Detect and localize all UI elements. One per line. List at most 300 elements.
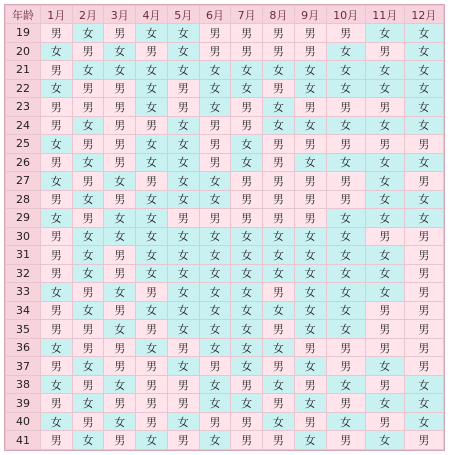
month-header: 6月 — [200, 6, 231, 23]
gender-cell: 男 — [263, 24, 294, 42]
gender-cell: 男 — [405, 172, 443, 190]
gender-cell: 女 — [366, 209, 404, 227]
age-cell: 35 — [6, 320, 40, 338]
gender-cell: 男 — [168, 80, 199, 98]
gender-cell: 女 — [200, 265, 231, 283]
gender-cell: 男 — [405, 228, 443, 246]
gender-cell: 男 — [73, 80, 104, 98]
month-header: 12月 — [405, 6, 443, 23]
gender-cell: 女 — [73, 117, 104, 135]
gender-cell: 男 — [168, 394, 199, 412]
age-cell: 19 — [6, 24, 40, 42]
gender-cell: 男 — [41, 24, 72, 42]
gender-cell: 女 — [73, 431, 104, 449]
gender-cell: 女 — [168, 246, 199, 264]
gender-cell: 男 — [295, 209, 326, 227]
gender-cell: 男 — [104, 339, 135, 357]
gender-cell: 女 — [104, 283, 135, 301]
gender-cell: 女 — [405, 80, 443, 98]
age-cell: 24 — [6, 117, 40, 135]
gender-cell: 女 — [366, 61, 404, 79]
gender-cell: 女 — [136, 154, 167, 172]
table-row — [6, 394, 443, 412]
gender-cell: 男 — [200, 135, 231, 153]
gender-cell: 男 — [231, 117, 262, 135]
gender-cell: 女 — [327, 61, 365, 79]
gender-cell: 女 — [41, 80, 72, 98]
gender-cell: 男 — [231, 43, 262, 61]
gender-cell: 女 — [136, 339, 167, 357]
gender-cell: 女 — [327, 302, 365, 320]
table-row — [6, 61, 443, 79]
gender-cell: 女 — [200, 228, 231, 246]
age-cell: 38 — [6, 376, 40, 394]
gender-cell: 男 — [327, 394, 365, 412]
gender-cell: 男 — [263, 191, 294, 209]
gender-cell: 女 — [231, 61, 262, 79]
gender-cell: 男 — [73, 209, 104, 227]
gender-cell: 女 — [263, 339, 294, 357]
gender-cell: 女 — [104, 172, 135, 190]
gender-cell: 男 — [200, 209, 231, 227]
table-row — [6, 43, 443, 61]
gender-cell: 男 — [200, 43, 231, 61]
gender-cell: 男 — [200, 357, 231, 375]
gender-cell: 女 — [73, 228, 104, 246]
gender-cell: 女 — [263, 376, 294, 394]
gender-cell: 男 — [231, 209, 262, 227]
month-header: 1月 — [41, 6, 72, 23]
gender-cell: 女 — [231, 394, 262, 412]
gender-cell: 女 — [104, 376, 135, 394]
gender-cell: 男 — [366, 98, 404, 116]
gender-cell: 女 — [168, 265, 199, 283]
table-row — [6, 154, 443, 172]
gender-cell: 男 — [136, 172, 167, 190]
gender-cell: 男 — [41, 246, 72, 264]
gender-cell: 男 — [366, 43, 404, 61]
gender-cell: 男 — [104, 154, 135, 172]
gender-cell: 女 — [366, 154, 404, 172]
gender-cell: 男 — [168, 339, 199, 357]
gender-cell: 女 — [168, 413, 199, 431]
month-header: 9月 — [295, 6, 326, 23]
table-row — [6, 209, 443, 227]
gender-cell: 男 — [168, 431, 199, 449]
age-cell: 40 — [6, 413, 40, 431]
gender-cell: 男 — [231, 172, 262, 190]
gender-cell: 女 — [168, 43, 199, 61]
gender-cell: 男 — [41, 431, 72, 449]
gender-cell: 女 — [366, 394, 404, 412]
gender-cell: 男 — [73, 98, 104, 116]
gender-cell: 女 — [200, 283, 231, 301]
gender-cell: 女 — [327, 246, 365, 264]
gender-cell: 男 — [104, 98, 135, 116]
gender-cell: 女 — [295, 117, 326, 135]
table-row — [6, 80, 443, 98]
gender-cell: 女 — [104, 209, 135, 227]
gender-cell: 女 — [136, 228, 167, 246]
gender-cell: 女 — [295, 265, 326, 283]
gender-cell: 女 — [231, 80, 262, 98]
gender-cell: 女 — [263, 228, 294, 246]
gender-cell: 女 — [73, 265, 104, 283]
gender-cell: 女 — [200, 339, 231, 357]
gender-cell: 男 — [295, 339, 326, 357]
gender-cell: 女 — [200, 246, 231, 264]
gender-cell: 女 — [327, 228, 365, 246]
table-row — [6, 246, 443, 264]
gender-cell: 男 — [263, 172, 294, 190]
gender-cell: 男 — [263, 209, 294, 227]
month-header: 2月 — [73, 6, 104, 23]
gender-cell: 女 — [295, 154, 326, 172]
gender-cell: 女 — [104, 43, 135, 61]
table-row — [6, 376, 443, 394]
month-header: 4月 — [136, 6, 167, 23]
table-row — [6, 339, 443, 357]
gender-cell: 女 — [104, 413, 135, 431]
month-header: 3月 — [104, 6, 135, 23]
month-header: 7月 — [231, 6, 262, 23]
gender-cell: 女 — [136, 135, 167, 153]
gender-cell: 男 — [104, 246, 135, 264]
gender-cell: 男 — [295, 98, 326, 116]
gender-cell: 女 — [263, 246, 294, 264]
gender-cell: 男 — [366, 228, 404, 246]
gender-cell: 女 — [327, 413, 365, 431]
gender-cell: 女 — [405, 376, 443, 394]
gender-cell: 男 — [327, 98, 365, 116]
table-row — [6, 302, 443, 320]
gender-cell: 女 — [41, 135, 72, 153]
gender-cell: 女 — [136, 302, 167, 320]
gender-cell: 男 — [41, 302, 72, 320]
gender-cell: 女 — [405, 191, 443, 209]
gender-cell: 女 — [41, 209, 72, 227]
gender-cell: 女 — [366, 172, 404, 190]
gender-cell: 女 — [327, 80, 365, 98]
gender-cell: 女 — [200, 376, 231, 394]
gender-cell: 女 — [73, 394, 104, 412]
gender-cell: 女 — [366, 283, 404, 301]
gender-cell: 女 — [366, 431, 404, 449]
gender-cell: 男 — [366, 376, 404, 394]
gender-cell: 男 — [327, 191, 365, 209]
gender-cell: 男 — [104, 302, 135, 320]
gender-cell: 女 — [263, 98, 294, 116]
gender-cell: 女 — [295, 302, 326, 320]
gender-cell: 女 — [73, 154, 104, 172]
gender-cell: 男 — [405, 283, 443, 301]
gender-cell: 男 — [200, 154, 231, 172]
gender-cell: 男 — [168, 98, 199, 116]
gender-cell: 女 — [168, 135, 199, 153]
gender-cell: 女 — [73, 61, 104, 79]
gender-cell: 女 — [168, 320, 199, 338]
gender-cell: 女 — [327, 154, 365, 172]
gender-cell: 男 — [263, 135, 294, 153]
gender-prediction-table — [4, 4, 445, 451]
gender-cell: 女 — [327, 209, 365, 227]
gender-cell: 男 — [263, 80, 294, 98]
gender-cell: 男 — [41, 61, 72, 79]
age-cell: 36 — [6, 339, 40, 357]
gender-cell: 女 — [200, 98, 231, 116]
gender-cell: 男 — [73, 135, 104, 153]
gender-cell: 女 — [200, 80, 231, 98]
gender-cell: 男 — [104, 431, 135, 449]
gender-cell: 男 — [41, 228, 72, 246]
gender-cell: 男 — [263, 394, 294, 412]
gender-cell: 女 — [405, 413, 443, 431]
gender-cell: 男 — [41, 320, 72, 338]
gender-cell: 女 — [405, 394, 443, 412]
gender-cell: 女 — [231, 302, 262, 320]
gender-cell: 女 — [231, 357, 262, 375]
gender-cell: 男 — [231, 431, 262, 449]
age-cell: 21 — [6, 61, 40, 79]
gender-cell: 女 — [41, 283, 72, 301]
gender-cell: 女 — [263, 265, 294, 283]
gender-cell: 女 — [200, 191, 231, 209]
gender-cell: 男 — [73, 413, 104, 431]
gender-cell: 女 — [231, 246, 262, 264]
gender-cell: 男 — [405, 431, 443, 449]
gender-cell: 女 — [295, 320, 326, 338]
gender-cell: 男 — [200, 24, 231, 42]
gender-cell: 男 — [73, 320, 104, 338]
gender-cell: 女 — [295, 61, 326, 79]
gender-cell: 女 — [263, 302, 294, 320]
gender-cell: 女 — [200, 394, 231, 412]
gender-cell: 男 — [41, 191, 72, 209]
gender-cell: 女 — [405, 43, 443, 61]
gender-cell: 女 — [231, 265, 262, 283]
month-header: 8月 — [263, 6, 294, 23]
gender-cell: 男 — [263, 154, 294, 172]
gender-cell: 男 — [136, 357, 167, 375]
gender-cell: 男 — [136, 43, 167, 61]
gender-cell: 女 — [168, 24, 199, 42]
gender-cell: 女 — [327, 265, 365, 283]
gender-cell: 男 — [41, 98, 72, 116]
gender-cell: 男 — [366, 413, 404, 431]
gender-cell: 女 — [41, 376, 72, 394]
table-body — [6, 24, 443, 449]
gender-cell: 男 — [231, 24, 262, 42]
gender-cell: 女 — [73, 191, 104, 209]
age-cell: 31 — [6, 246, 40, 264]
gender-cell: 男 — [104, 191, 135, 209]
gender-cell: 女 — [200, 302, 231, 320]
gender-cell: 男 — [263, 43, 294, 61]
age-cell: 29 — [6, 209, 40, 227]
age-cell: 28 — [6, 191, 40, 209]
gender-cell: 男 — [104, 135, 135, 153]
gender-cell: 男 — [405, 357, 443, 375]
gender-cell: 女 — [41, 413, 72, 431]
gender-cell: 男 — [405, 320, 443, 338]
gender-cell: 女 — [136, 246, 167, 264]
gender-cell: 女 — [136, 431, 167, 449]
gender-cell: 女 — [231, 283, 262, 301]
gender-cell: 女 — [327, 43, 365, 61]
gender-cell: 男 — [263, 283, 294, 301]
gender-cell: 女 — [168, 228, 199, 246]
gender-cell: 女 — [168, 172, 199, 190]
gender-cell: 女 — [136, 98, 167, 116]
gender-cell: 男 — [366, 320, 404, 338]
gender-cell: 男 — [366, 302, 404, 320]
gender-cell: 女 — [263, 413, 294, 431]
gender-cell: 男 — [231, 413, 262, 431]
gender-cell: 男 — [263, 357, 294, 375]
gender-cell: 男 — [405, 246, 443, 264]
gender-cell: 女 — [231, 135, 262, 153]
gender-cell: 男 — [73, 43, 104, 61]
gender-cell: 女 — [73, 24, 104, 42]
gender-cell: 女 — [136, 24, 167, 42]
gender-cell: 男 — [73, 339, 104, 357]
gender-cell: 男 — [327, 357, 365, 375]
gender-cell: 男 — [136, 376, 167, 394]
gender-cell: 女 — [73, 246, 104, 264]
age-cell: 25 — [6, 135, 40, 153]
gender-cell: 男 — [327, 339, 365, 357]
gender-cell: 女 — [295, 246, 326, 264]
gender-cell: 女 — [295, 283, 326, 301]
gender-cell: 女 — [405, 209, 443, 227]
table-row — [6, 265, 443, 283]
gender-cell: 男 — [104, 117, 135, 135]
gender-cell: 男 — [136, 320, 167, 338]
gender-cell: 男 — [263, 320, 294, 338]
gender-cell: 女 — [200, 172, 231, 190]
gender-cell: 男 — [104, 357, 135, 375]
table-row — [6, 117, 443, 135]
table-row — [6, 228, 443, 246]
gender-cell: 女 — [168, 302, 199, 320]
gender-cell: 女 — [366, 246, 404, 264]
gender-cell: 女 — [366, 265, 404, 283]
gender-cell: 男 — [231, 376, 262, 394]
gender-cell: 女 — [327, 117, 365, 135]
gender-cell: 男 — [327, 172, 365, 190]
gender-cell: 男 — [41, 265, 72, 283]
age-cell: 32 — [6, 265, 40, 283]
gender-cell: 女 — [295, 357, 326, 375]
gender-cell: 女 — [168, 357, 199, 375]
gender-cell: 男 — [366, 135, 404, 153]
gender-cell: 男 — [136, 413, 167, 431]
gender-cell: 男 — [366, 339, 404, 357]
age-cell: 20 — [6, 43, 40, 61]
age-column-header: 年龄 — [6, 6, 40, 23]
gender-cell: 男 — [136, 283, 167, 301]
age-cell: 41 — [6, 431, 40, 449]
gender-cell: 女 — [136, 265, 167, 283]
gender-cell: 女 — [41, 43, 72, 61]
gender-cell: 男 — [136, 394, 167, 412]
gender-cell: 女 — [136, 80, 167, 98]
table-row — [6, 283, 443, 301]
gender-cell: 女 — [263, 61, 294, 79]
gender-cell: 男 — [327, 135, 365, 153]
table-row — [6, 357, 443, 375]
gender-cell: 女 — [168, 61, 199, 79]
gender-cell: 女 — [366, 357, 404, 375]
age-cell: 33 — [6, 283, 40, 301]
gender-cell: 男 — [295, 43, 326, 61]
gender-cell: 女 — [104, 61, 135, 79]
table-row — [6, 431, 443, 449]
table-row — [6, 135, 443, 153]
gender-cell: 女 — [295, 394, 326, 412]
gender-cell: 男 — [73, 172, 104, 190]
gender-cell: 女 — [73, 357, 104, 375]
month-header: 10月 — [327, 6, 365, 23]
gender-cell: 女 — [200, 431, 231, 449]
gender-cell: 男 — [295, 191, 326, 209]
gender-cell: 男 — [263, 431, 294, 449]
gender-cell: 女 — [104, 320, 135, 338]
gender-cell: 男 — [136, 117, 167, 135]
header-row — [6, 6, 443, 23]
gender-cell: 男 — [295, 376, 326, 394]
table-row — [6, 24, 443, 42]
gender-cell: 女 — [295, 431, 326, 449]
gender-cell: 女 — [200, 61, 231, 79]
gender-cell: 男 — [73, 283, 104, 301]
gender-cell: 男 — [104, 80, 135, 98]
gender-cell: 男 — [41, 394, 72, 412]
gender-cell: 女 — [405, 24, 443, 42]
gender-cell: 女 — [231, 339, 262, 357]
gender-cell: 女 — [327, 376, 365, 394]
gender-cell: 男 — [200, 413, 231, 431]
age-cell: 34 — [6, 302, 40, 320]
gender-cell: 女 — [136, 209, 167, 227]
month-header: 11月 — [366, 6, 404, 23]
gender-cell: 男 — [200, 117, 231, 135]
gender-cell: 女 — [168, 283, 199, 301]
gender-cell: 男 — [295, 24, 326, 42]
month-header: 5月 — [168, 6, 199, 23]
gender-cell: 女 — [41, 339, 72, 357]
gender-cell: 女 — [200, 320, 231, 338]
gender-cell: 女 — [405, 117, 443, 135]
gender-cell: 男 — [231, 191, 262, 209]
gender-cell: 男 — [405, 265, 443, 283]
gender-cell: 女 — [73, 302, 104, 320]
gender-cell: 女 — [366, 117, 404, 135]
gender-cell: 男 — [295, 172, 326, 190]
gender-cell: 男 — [73, 376, 104, 394]
gender-cell: 男 — [327, 24, 365, 42]
gender-cell: 男 — [295, 413, 326, 431]
gender-cell: 女 — [168, 191, 199, 209]
gender-cell: 男 — [41, 357, 72, 375]
gender-cell: 女 — [295, 228, 326, 246]
gender-cell: 女 — [366, 80, 404, 98]
gender-cell: 女 — [327, 320, 365, 338]
gender-cell: 女 — [231, 228, 262, 246]
age-cell: 27 — [6, 172, 40, 190]
gender-cell: 男 — [405, 339, 443, 357]
gender-cell: 女 — [295, 80, 326, 98]
